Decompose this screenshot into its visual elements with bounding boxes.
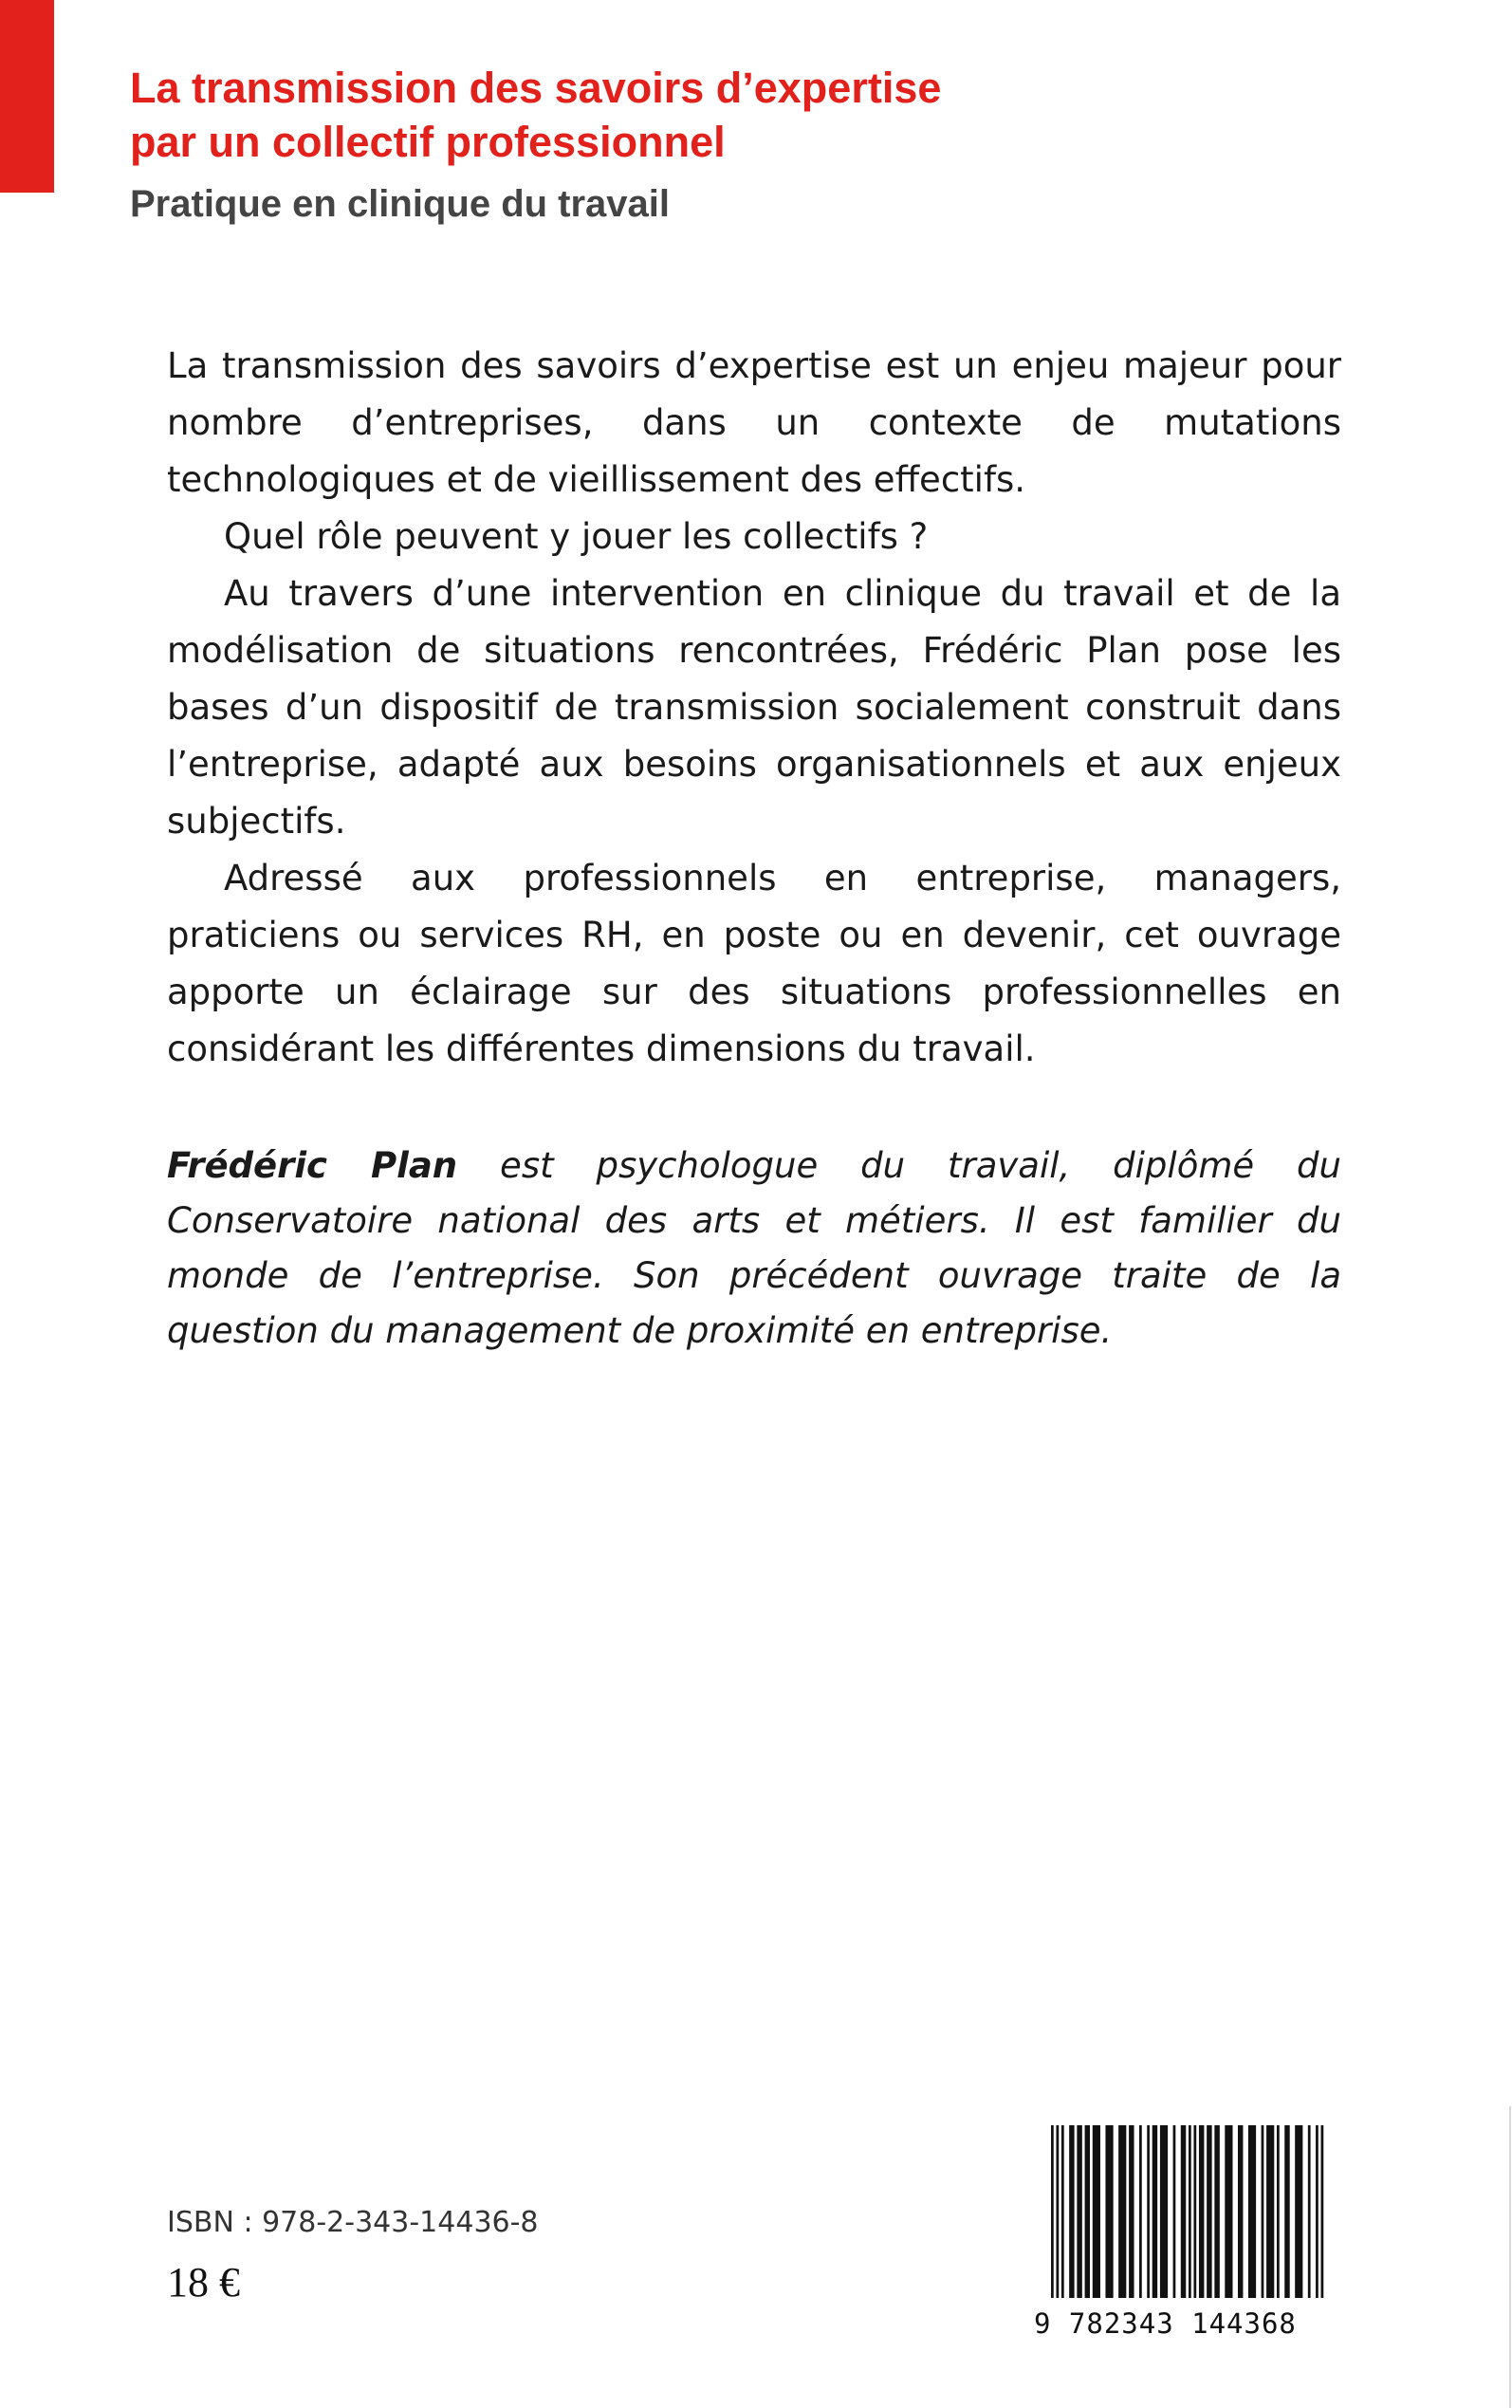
barcode-bar <box>1152 2125 1157 2298</box>
blurb-paragraph: Au travers d’une intervention en clinique du travail et de la modélisation de situations rencontrées, Frédéric Plan pose les bases d’un dispositif de transmission socialement construit dans l’entreprise, adapté aux besoins organisationnels et aux enjeux subjectifs. <box>167 573 1341 842</box>
barcode-digits: 9 782343 144368 <box>1034 2307 1297 2340</box>
barcode-bar <box>1173 2125 1176 2298</box>
author-bio-text: est psychologue du travail, diplômé du Conservatoire national des arts et métiers. Il est familier du monde de l’entreprise. Son précédent ouvrage traite de la question du management de proximité en entreprise. <box>167 1145 1341 1351</box>
book-blurb <box>167 338 1341 1078</box>
barcode-bar <box>1262 2125 1264 2298</box>
barcode-bar <box>1238 2125 1243 2298</box>
barcode-bar <box>1295 2125 1302 2298</box>
book-title-line-2: par un collectif professionnel <box>130 118 726 166</box>
cover-edge-line <box>1509 2106 1511 2408</box>
barcode <box>1047 2125 1332 2298</box>
barcode-bar <box>1248 2125 1256 2298</box>
barcode-bar <box>1129 2125 1134 2298</box>
barcode-bar <box>1077 2125 1081 2298</box>
book-title <box>130 61 1363 169</box>
price: 18 € <box>167 2259 240 2306</box>
barcode-bar <box>1207 2125 1211 2298</box>
barcode-bar <box>1277 2125 1280 2298</box>
barcode-bar <box>1160 2125 1168 2298</box>
barcode-bar <box>1085 2125 1090 2298</box>
barcode-bar <box>1193 2125 1196 2298</box>
barcode-bar <box>1139 2125 1142 2298</box>
author-name: Frédéric Plan <box>167 1145 458 1186</box>
barcode-bar <box>1189 2125 1191 2298</box>
barcode-bar <box>1181 2125 1186 2298</box>
barcode-bar <box>1308 2125 1311 2298</box>
barcode-bar <box>1214 2125 1219 2298</box>
isbn: ISBN : 978-2-343-14436-8 <box>167 2206 539 2239</box>
barcode-bar <box>1105 2125 1113 2298</box>
barcode-bar <box>1284 2125 1289 2298</box>
barcode-image <box>1047 2125 1332 2298</box>
blurb-paragraph: La transmission des savoirs d’expertise est un enjeu majeur pour nombre d’entreprises, dans un contexte de mutations technologiques et de vieillissement des effectifs. <box>167 345 1341 500</box>
blurb-paragraph: Adressé aux professionnels en entreprise, managers, praticiens ou services RH, en poste ou en devenir, cet ouvrage apporte un éclairage sur des situations professionnelles en considérant les différentes dimensions du travail. <box>167 858 1341 1069</box>
barcode-bar <box>1321 2125 1324 2298</box>
book-title-line-1: La transmission des savoirs d’expertise <box>130 64 942 112</box>
red-accent-tab <box>0 0 54 193</box>
barcode-bar <box>1266 2125 1274 2298</box>
barcode-bar <box>1093 2125 1100 2298</box>
barcode-bar <box>1061 2125 1064 2298</box>
barcode-bar <box>1199 2125 1204 2298</box>
barcode-bar <box>1056 2125 1059 2298</box>
barcode-bar <box>1147 2125 1150 2298</box>
barcode-bar <box>1118 2125 1126 2298</box>
barcode-bar <box>1051 2125 1054 2298</box>
barcode-bar <box>1069 2125 1074 2298</box>
barcode-bar <box>1225 2125 1232 2298</box>
author-bio <box>167 1139 1341 1359</box>
barcode-bar <box>1316 2125 1318 2298</box>
blurb-paragraph: Quel rôle peuvent y jouer les collectifs ? <box>224 516 929 557</box>
book-subtitle: Pratique en clinique du travail <box>130 183 671 225</box>
